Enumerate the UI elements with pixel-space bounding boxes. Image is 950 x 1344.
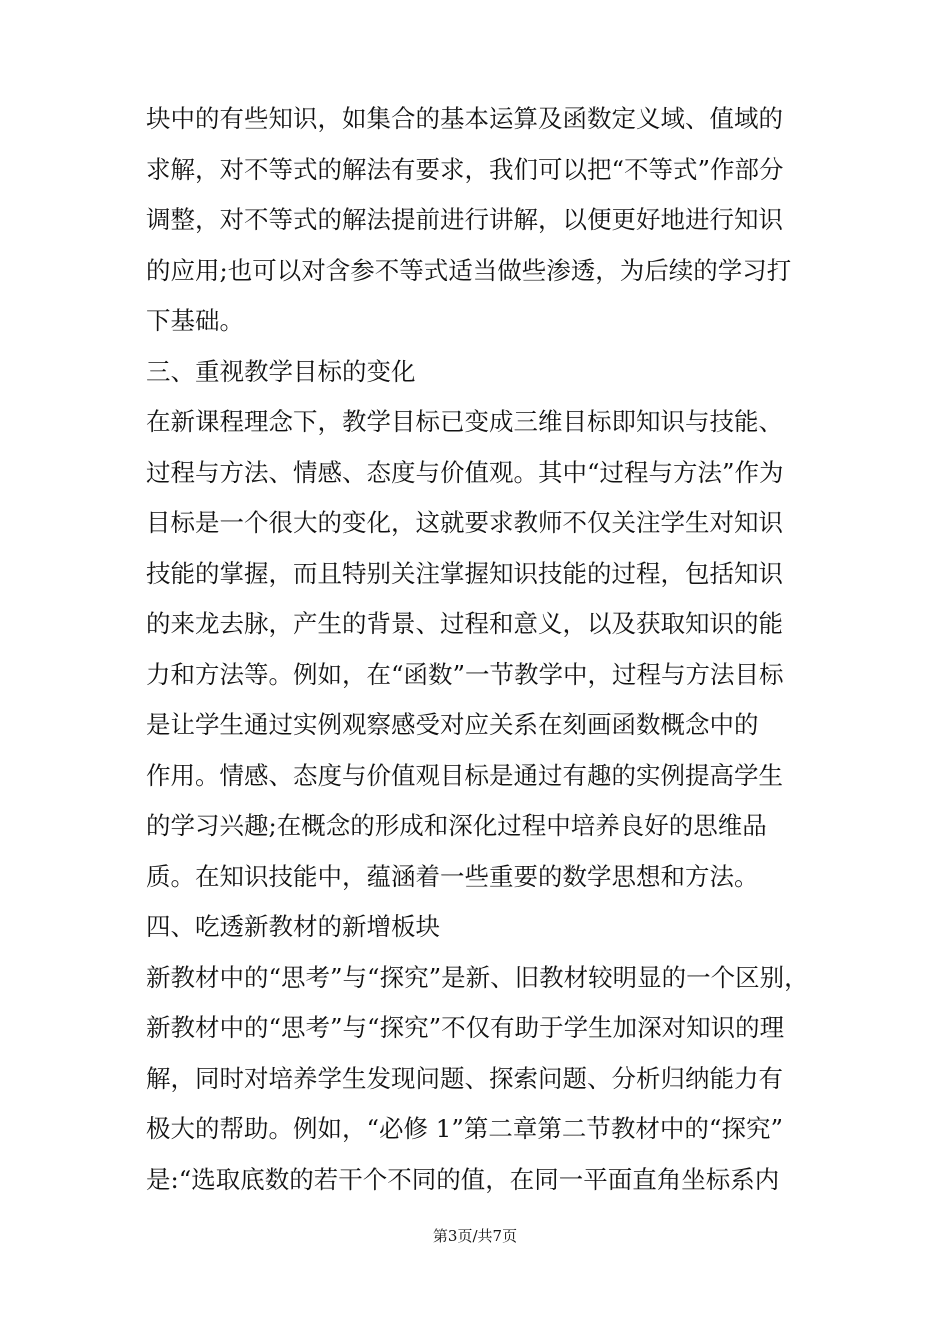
text-line: 新教材中的“思考”与“探究”不仅有助于学生加深对知识的理 — [146, 1013, 785, 1042]
text-line: 是让学生通过实例观察感受对应关系在刻画函数概念中的 — [146, 710, 759, 739]
text-line: 质。在知识技能中，蕴涵着一些重要的数学思想和方法。 — [146, 861, 759, 891]
section-heading: 三、重视教学目标的变化 — [146, 356, 416, 386]
text-line: 的来龙去脉，产生的背景、过程和意义，以及获取知识的能 — [146, 609, 783, 638]
text-line: 作用。情感、态度与价值观目标是通过有趣的实例提高学生 — [146, 760, 783, 790]
text-line: 过程与方法、情感、态度与价值观。其中“过程与方法”作为 — [146, 457, 784, 487]
text-line: 调整，对不等式的解法提前进行讲解，以便更好地进行知识 — [146, 205, 783, 234]
text-line: 极大的帮助。例如，“必修 1”第二章第二节教材中的“探究” — [146, 1114, 783, 1143]
page-number: 第3页/共7页 — [432, 1227, 518, 1245]
text-line: 块中的有些知识，如集合的基本运算及函数定义域、值域的 — [146, 104, 783, 133]
text-line: 的应用;也可以对含参不等式适当做些渗透，为后续的学习打 — [146, 255, 792, 285]
text-line: 的学习兴趣;在概念的形成和深化过程中培养良好的思维品 — [146, 811, 767, 840]
text-line: 技能的掌握，而且特别关注掌握知识技能的过程，包括知识 — [146, 558, 783, 588]
text-line: 力和方法等。例如，在“函数”一节教学中，过程与方法目标 — [146, 659, 784, 689]
text-line: 目标是一个很大的变化，这就要求教师不仅关注学生对知识 — [146, 508, 783, 537]
section-heading: 四、吃透新教材的新增板块 — [146, 912, 440, 941]
body-text — [146, 94, 816, 1205]
text-line: 解，同时对培养学生发现问题、探索问题、分析归纳能力有 — [146, 1063, 783, 1093]
text-line: 下基础。 — [146, 306, 244, 335]
text-line: 在新课程理念下，教学目标已变成三维目标即知识与技能、 — [146, 407, 783, 436]
text-line: 求解，对不等式的解法有要求，我们可以把“不等式”作部分 — [146, 154, 784, 184]
text-line: 新教材中的“思考”与“探究”是新、旧教材较明显的一个区别， — [146, 962, 809, 992]
text-line: 是:“选取底数的若干个不同的值，在同一平面直角坐标系内 — [146, 1164, 780, 1194]
